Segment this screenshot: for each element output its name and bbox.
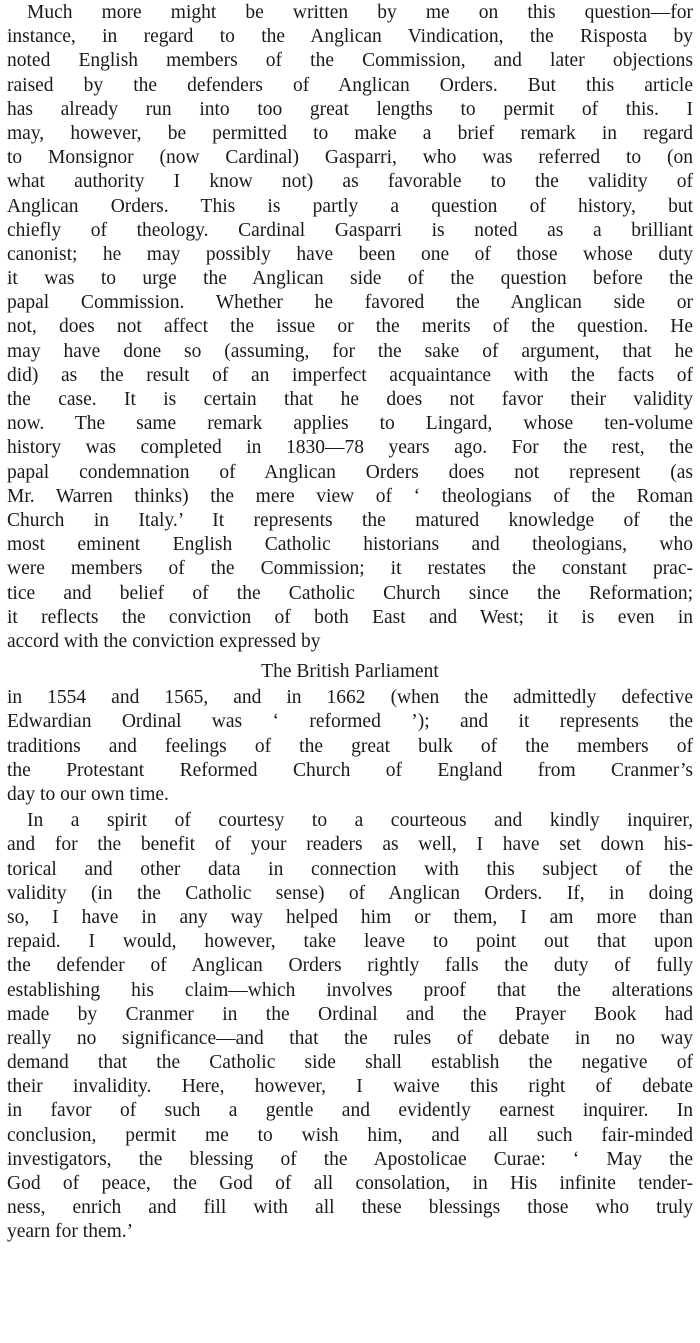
text-line: really no significance—and that the rules of debate in no way — [7, 1027, 693, 1049]
text-line: papal Commission. Whether he favored the Anglican side or — [7, 292, 693, 314]
text-line: did) as the result of an imperfect acquaintance with the facts of — [7, 364, 693, 386]
paragraph-1 — [7, 0, 693, 654]
text-line: establishing his claim—which involves proof that the alterations — [7, 979, 693, 1001]
text-line: Much more might be written by me on this question—for — [27, 2, 693, 23]
paragraph-2 — [7, 686, 693, 807]
text-line: and for the benefit of your readers as well, I have set down his- — [7, 834, 693, 856]
text-line: to Monsignor (now Cardinal) Gasparri, who was referred to (on — [7, 147, 693, 169]
text-line: history was completed in 1830—78 years ago. For the rest, the — [7, 437, 693, 459]
document-page — [7, 0, 693, 1245]
text-line: chiefly of theology. Cardinal Gasparri is noted as a brilliant — [7, 219, 693, 241]
text-line: so, I have in any way helped him or them, I am more than — [7, 906, 693, 928]
text-line: instance, in regard to the Anglican Vindication, the Risposta by — [7, 26, 693, 48]
text-line: Edwardian Ordinal was ‘ reformed ’); and it represents the — [7, 711, 693, 733]
section-heading-block — [7, 660, 693, 684]
text-line: it reflects the conviction of both East and West; it is even in — [7, 606, 693, 628]
text-line: now. The same remark applies to Lingard, whose ten-volume — [7, 413, 693, 435]
text-line: demand that the Catholic side shall establish the negative of — [7, 1052, 693, 1074]
text-line: Anglican Orders. This is partly a question of history, but — [7, 195, 693, 217]
text-line: raised by the defenders of Anglican Orders. But this article — [7, 74, 693, 96]
text-line: In a spirit of courtesy to a courteous and kindly inquirer, — [27, 810, 693, 832]
text-line: Mr. Warren thinks) the mere view of ‘ theologians of the Roman — [7, 485, 693, 507]
text-line: investigators, the blessing of the Apostolicae Curae: ‘ May the — [7, 1148, 693, 1170]
section-heading: The British Parliament — [261, 661, 439, 683]
text-line: traditions and feelings of the great bulk of the members of — [7, 735, 693, 757]
text-line: were members of the Commission; it restates the constant prac- — [7, 558, 693, 580]
text-line: torical and other data in connection with this subject of the — [7, 858, 693, 880]
text-line: papal condemnation of Anglican Orders does not represent (as — [7, 461, 693, 483]
text-line: day to our own time. — [7, 784, 169, 805]
text-line: the case. It is certain that he does not favor their validity — [7, 389, 693, 410]
text-line: what authority I know not) as favorable to the validity of — [7, 171, 693, 193]
text-line: accord with the conviction expressed by — [7, 630, 321, 652]
text-line: yearn for them.’ — [7, 1221, 134, 1243]
text-line: validity (in the Catholic sense) of Anglican Orders. If, in doing — [7, 882, 693, 904]
text-line: tice and belief of the Catholic Church since the Reformation; — [7, 582, 693, 604]
text-line: their invalidity. Here, however, I waive this right of debate — [7, 1076, 693, 1098]
paragraph-3 — [7, 809, 693, 1244]
text-line: God of peace, the God of all consolation, in His infinite tender- — [7, 1173, 693, 1194]
text-line: has already run into too great lengths to permit of this. I — [7, 98, 693, 120]
text-line: noted English members of the Commission, and later objections — [7, 50, 693, 72]
text-line: Church in Italy.’ It represents the matured knowledge of the — [7, 509, 693, 531]
text-line: in favor of such a gentle and evidently earnest inquirer. In — [7, 1100, 693, 1122]
text-line: in 1554 and 1565, and in 1662 (when the admittedly defective — [7, 687, 693, 709]
text-line: made by Cranmer in the Ordinal and the Prayer Book had — [7, 1003, 693, 1025]
text-line: repaid. I would, however, take leave to point out that upon — [7, 931, 693, 953]
text-line: not, does not affect the issue or the merits of the question. He — [7, 316, 693, 338]
text-line: ness, enrich and fill with all these blessings those who truly — [7, 1197, 693, 1219]
text-line: the Protestant Reformed Church of England from Cranmer’s — [7, 759, 693, 781]
text-line: the defender of Anglican Orders rightly falls the duty of fully — [7, 955, 693, 977]
text-line: it was to urge the Anglican side of the question before the — [7, 268, 693, 290]
text-line: conclusion, permit me to wish him, and all such fair-minded — [7, 1124, 693, 1146]
text-line: canonist; he may possibly have been one of those whose duty — [7, 243, 693, 265]
text-line: may, however, be permitted to make a brief remark in regard — [7, 122, 693, 144]
text-line: most eminent English Catholic historians and theologians, who — [7, 534, 693, 556]
text-line: may have done so (assuming, for the sake of argument, that he — [7, 340, 693, 362]
